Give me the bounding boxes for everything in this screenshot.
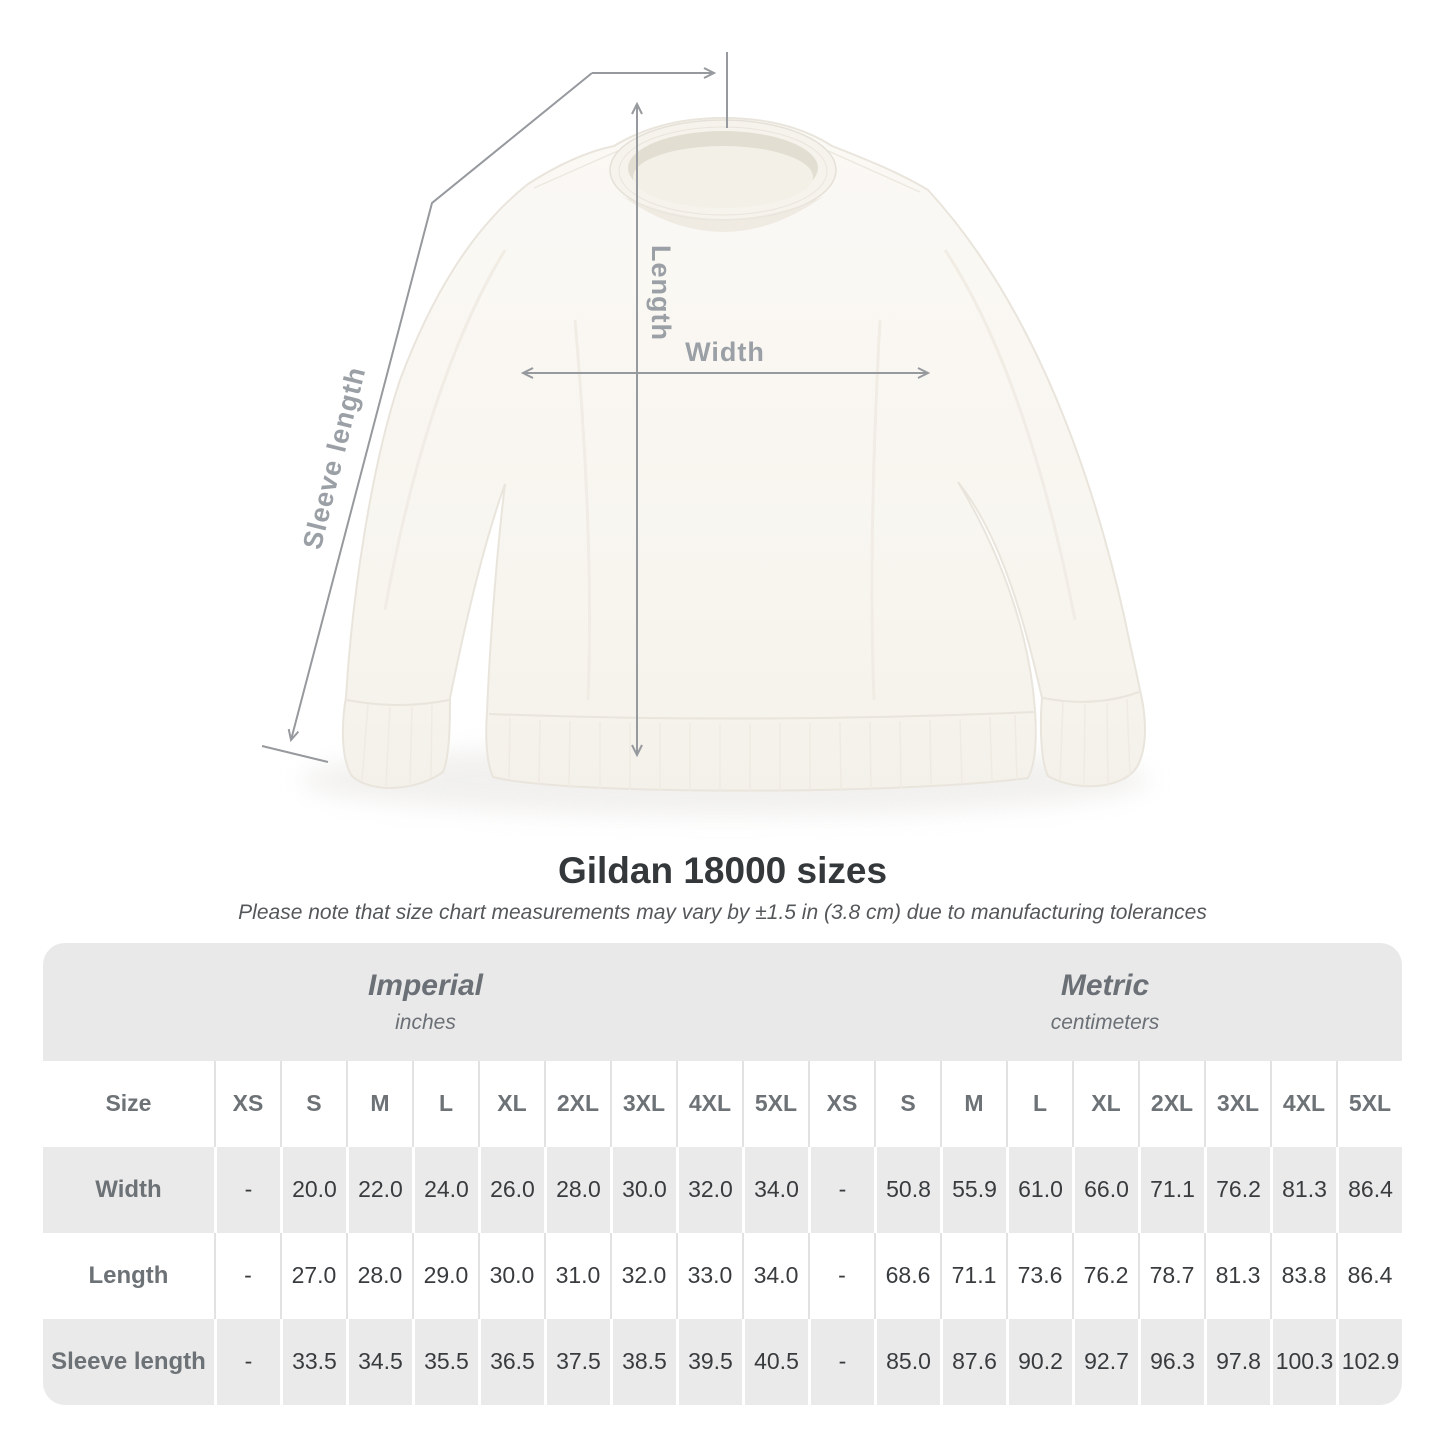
metric-size-header: S	[874, 1061, 940, 1147]
imperial-value-cell: 35.5	[412, 1319, 478, 1405]
imperial-value-cell: 31.0	[544, 1233, 610, 1319]
metric-size-header: XS	[808, 1061, 874, 1147]
tolerance-note: Please note that size chart measurements may vary by ±1.5 in (3.8 cm) due to manufacturing tolerances	[238, 900, 1207, 924]
imperial-value-cell: 40.5	[742, 1319, 808, 1405]
metric-value-cell: 87.6	[940, 1319, 1006, 1405]
imperial-value-cell: 20.0	[280, 1147, 346, 1233]
metric-value-cell: 61.0	[1006, 1147, 1072, 1233]
imperial-size-header: 2XL	[544, 1061, 610, 1147]
imperial-size-header: 4XL	[676, 1061, 742, 1147]
metric-value-cell: 73.6	[1006, 1233, 1072, 1319]
collar-back-panel	[633, 146, 813, 208]
metric-value-cell: 71.1	[940, 1233, 1006, 1319]
imperial-value-cell: 36.5	[478, 1319, 544, 1405]
imperial-section-title: Imperial	[367, 968, 484, 1002]
metric-value-cell: 78.7	[1138, 1233, 1204, 1319]
imperial-value-cell: -	[214, 1319, 280, 1405]
metric-value-cell: 50.8	[874, 1147, 940, 1233]
imperial-size-header: XL	[478, 1061, 544, 1147]
measurement-row-label: Length	[43, 1233, 214, 1319]
imperial-size-header: S	[280, 1061, 346, 1147]
metric-section-title: Metric	[1060, 968, 1150, 1002]
measurement-row-label: Width	[43, 1147, 214, 1233]
imperial-value-cell: 34.0	[742, 1233, 808, 1319]
imperial-value-cell: 27.0	[280, 1233, 346, 1319]
width-measure-label: Width	[685, 337, 765, 367]
imperial-section-unit: inches	[395, 1010, 456, 1034]
imperial-value-cell: -	[214, 1233, 280, 1319]
imperial-value-cell: 30.0	[478, 1233, 544, 1319]
imperial-value-cell: 32.0	[676, 1147, 742, 1233]
metric-value-cell: 100.3	[1270, 1319, 1336, 1405]
metric-value-cell: 55.9	[940, 1147, 1006, 1233]
sleeve-end-tick	[262, 746, 328, 762]
imperial-value-cell: 24.0	[412, 1147, 478, 1233]
imperial-value-cell: 30.0	[610, 1147, 676, 1233]
imperial-value-cell: 34.5	[346, 1319, 412, 1405]
imperial-size-header: 3XL	[610, 1061, 676, 1147]
metric-size-header: M	[940, 1061, 1006, 1147]
imperial-size-header: L	[412, 1061, 478, 1147]
imperial-size-header: M	[346, 1061, 412, 1147]
metric-value-cell: 68.6	[874, 1233, 940, 1319]
metric-value-cell: 76.2	[1204, 1147, 1270, 1233]
imperial-value-cell: -	[214, 1147, 280, 1233]
metric-value-cell: -	[808, 1319, 874, 1405]
metric-size-header: 5XL	[1336, 1061, 1402, 1147]
metric-value-cell: 86.4	[1336, 1233, 1402, 1319]
metric-size-header: XL	[1072, 1061, 1138, 1147]
imperial-value-cell: 37.5	[544, 1319, 610, 1405]
metric-size-header: 3XL	[1204, 1061, 1270, 1147]
metric-value-cell: 76.2	[1072, 1233, 1138, 1319]
imperial-value-cell: 26.0	[478, 1147, 544, 1233]
imperial-value-cell: 28.0	[346, 1233, 412, 1319]
metric-value-cell: 85.0	[874, 1319, 940, 1405]
imperial-value-cell: 32.0	[610, 1233, 676, 1319]
metric-value-cell: 102.9	[1336, 1319, 1402, 1405]
size-table-body	[43, 943, 1402, 1405]
metric-value-cell: 90.2	[1006, 1319, 1072, 1405]
metric-section-header	[808, 943, 1402, 1061]
imperial-size-header: 5XL	[742, 1061, 808, 1147]
metric-value-cell: 66.0	[1072, 1147, 1138, 1233]
metric-value-cell: -	[808, 1147, 874, 1233]
metric-value-cell: 86.4	[1336, 1147, 1402, 1233]
metric-value-cell: 81.3	[1204, 1233, 1270, 1319]
imperial-section-header	[43, 943, 808, 1061]
metric-value-cell: 97.8	[1204, 1319, 1270, 1405]
metric-value-cell: 71.1	[1138, 1147, 1204, 1233]
measurement-row	[43, 1233, 1402, 1319]
imperial-value-cell: 22.0	[346, 1147, 412, 1233]
metric-value-cell: 96.3	[1138, 1319, 1204, 1405]
metric-value-cell: 81.3	[1270, 1147, 1336, 1233]
metric-section-unit: centimeters	[1050, 1010, 1160, 1034]
imperial-value-cell: 34.0	[742, 1147, 808, 1233]
metric-value-cell: 92.7	[1072, 1319, 1138, 1405]
imperial-size-header: XS	[214, 1061, 280, 1147]
metric-value-cell: -	[808, 1233, 874, 1319]
size-table	[43, 943, 1402, 1405]
imperial-value-cell: 39.5	[676, 1319, 742, 1405]
metric-value-cell: 83.8	[1270, 1233, 1336, 1319]
measurement-row	[43, 1147, 1402, 1233]
measurement-row-label: Sleeve length	[43, 1319, 214, 1405]
imperial-value-cell: 33.5	[280, 1319, 346, 1405]
metric-size-header: 2XL	[1138, 1061, 1204, 1147]
metric-size-header: 4XL	[1270, 1061, 1336, 1147]
imperial-value-cell: 38.5	[610, 1319, 676, 1405]
size-column-label: Size	[43, 1061, 214, 1147]
unit-section-row	[43, 943, 1402, 1061]
imperial-value-cell: 33.0	[676, 1233, 742, 1319]
imperial-value-cell: 28.0	[544, 1147, 610, 1233]
page-title: Gildan 18000 sizes	[557, 850, 888, 891]
measurement-row	[43, 1319, 1402, 1405]
length-measure-label: Length	[646, 245, 676, 341]
imperial-value-cell: 29.0	[412, 1233, 478, 1319]
sleeve-measure-label: Sleeve length	[297, 363, 372, 553]
size-header-row	[43, 1061, 1402, 1147]
metric-size-header: L	[1006, 1061, 1072, 1147]
